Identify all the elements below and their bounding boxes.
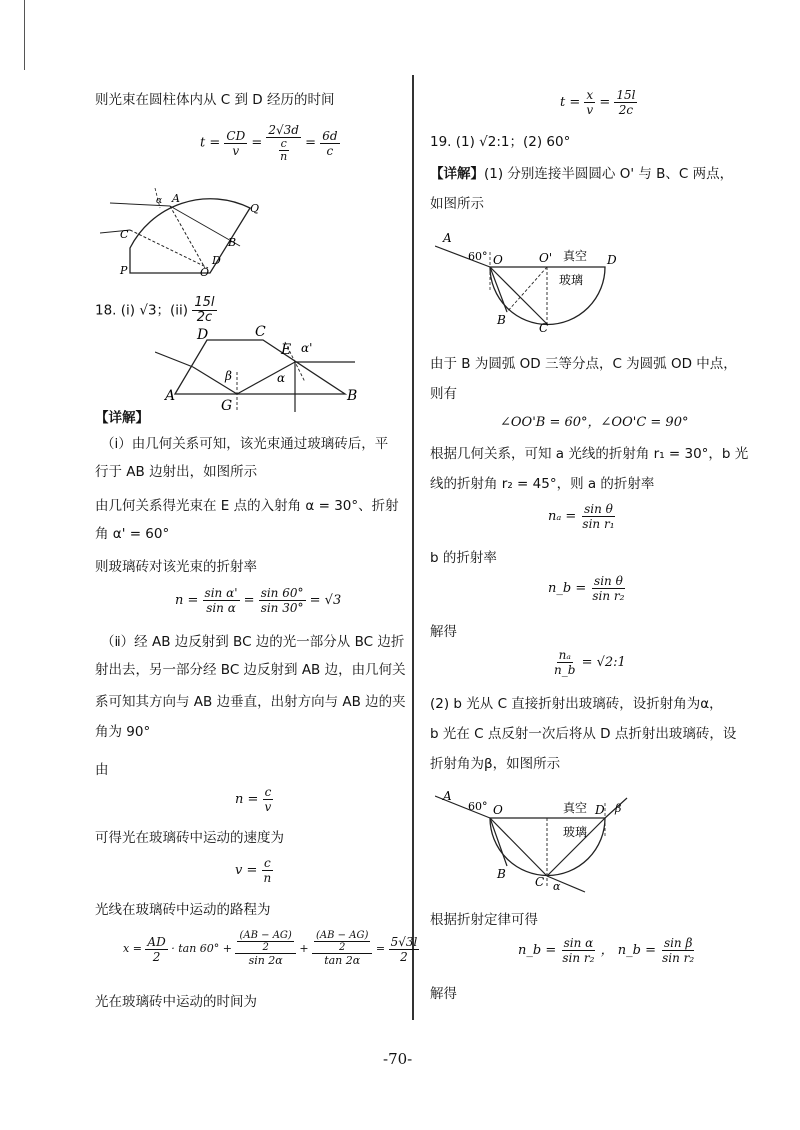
fig1-A: A [172, 192, 180, 205]
para4-1: (2) b 光从 C 直接折射出玻璃砖，设折射角为α， [430, 696, 723, 712]
b-index-line: b 的折射率 [430, 550, 497, 566]
fig4-glass: 玻璃 [563, 825, 588, 839]
column-divider [412, 75, 414, 1020]
para-ii-3: 系可知其方向与 AB 边垂直，出射方向与 AB 边的夹 [95, 694, 406, 710]
fig2-C: C [255, 324, 266, 340]
fig2-B: B [347, 388, 358, 404]
fig3-O: O [493, 253, 503, 267]
para-ii-2: 射出去，另一部分经 BC 边反射到 AB 边，由几何关 [95, 662, 406, 678]
fig3-vacuum: 真空 [563, 249, 588, 263]
para-i-5: 则玻璃砖对该光束的折射率 [95, 559, 257, 575]
you-line: 由 [95, 762, 109, 778]
fig4-vacuum: 真空 [563, 801, 588, 815]
para-i-3: 由几何关系得光束在 E 点的入射角 α = 30°、折射 [95, 498, 399, 514]
solve-1: 解得 [430, 624, 457, 640]
detail-label: 【详解】 [95, 410, 149, 426]
page-edge-line [24, 0, 25, 70]
angles-line: ∠OO'B = 60°，∠OO'C = 90° [500, 415, 689, 430]
equation-nb-pair: n_b = $\frac{\text{sin α}}{\text{sin r₂}}$ ， n_b = $\frac{\text{sin β}}{\text{sin r₂}}$ [518, 936, 695, 965]
fig1-alpha: α [156, 196, 163, 206]
figure-semicircle-2 [435, 788, 635, 893]
fig4-D: D [595, 803, 605, 817]
equation-ratio: $\frac{\text{nₐ}}{n\_b}$ = √2:1 [554, 648, 626, 677]
fig3-D: D [607, 253, 617, 267]
fig3-C: C [539, 321, 549, 332]
intro-line: 则光束在圆柱体内从 C 到 D 经历的时间 [95, 92, 335, 108]
fig2-G: G [221, 398, 233, 412]
fig3-Oprime: O' [539, 251, 553, 265]
fig3-A: A [443, 232, 452, 245]
para2-2: 则有 [430, 386, 457, 402]
fig1-B: B [228, 236, 237, 249]
fig1-C: C [120, 228, 129, 241]
q18-answer: 18. (i) √3；(ii) $\frac{15l}{2c}$ [95, 295, 215, 325]
equation-na: nₐ = $\frac{\text{sin θ}}{\text{sin r₁}}$ [548, 502, 615, 531]
fig2-D: D [197, 327, 209, 343]
right-detail: 【详解】(1) 分别连接半圆圆心 O' 与 B、C 两点， [430, 166, 734, 182]
equation-t-x-v: t = $\frac{x}{v}$ = $\frac{15l}{2c}$ [560, 88, 636, 117]
para-i-2: 行于 AB 边射出，如图所示 [95, 464, 258, 480]
fig3-B: B [497, 313, 506, 327]
path-line: 光线在玻璃砖中运动的路程为 [95, 902, 271, 918]
equation-path-x: x = $\frac{AD}{2}$ · tan 60° + $\frac{\frac{(AB - AG)}{2}}{\sin 2\alpha}$ + $\frac{\frac{(AB - AG)}{2}}{\tan 2\alpha}$ = $\frac{5√3l}{2}$ [123, 930, 418, 967]
equation-index-n: n = $\frac{\text{sin α'}}{\text{sin α}}$ = $\frac{\sin 60^\circ}{\sin 30^\circ}$ = √3 [175, 586, 342, 615]
speed-line: 可得光在玻璃砖中运动的速度为 [95, 830, 284, 846]
para-i-1: （ⅰ）由几何关系可知，该光束通过玻璃砖后，平 [101, 436, 389, 452]
equation-n-c-v: n = $\frac{c}{v}$ [235, 785, 272, 814]
refraction-line: 根据折射定律可得 [430, 912, 538, 928]
solve-2: 解得 [430, 986, 457, 1002]
para3-2: 线的折射角 r₂ = 45°，则 a 的折射率 [430, 476, 655, 492]
para-i-4: 角 α' = 60° [95, 526, 170, 542]
para4-3: 折射角为β，如图所示 [430, 756, 561, 772]
equation-time-cd: t = $\frac{CD}{v}$ = $\frac{2√3d}{\frac{c}{n}}$ = $\frac{6d}{c}$ [200, 123, 338, 163]
fig2-A: A [165, 388, 176, 404]
fig1-Q: Q [250, 202, 260, 215]
para-ii-4: 角为 90° [95, 724, 151, 740]
fig1-P: P [120, 264, 128, 277]
page-number: -70- [383, 1050, 413, 1068]
fig1-D: D [212, 254, 221, 267]
para4-2: b 光在 C 点反射一次后将从 D 点折射出玻璃砖，设 [430, 726, 737, 742]
fig1-O: O [200, 266, 210, 279]
fig4-C: C [535, 875, 545, 889]
q19-answer: 19. (1) √2:1；(2) 60° [430, 134, 571, 150]
para-ii-1: （ⅱ）经 AB 边反射到 BC 边的光一部分从 BC 边折 [101, 634, 405, 650]
figure-trapezoid-prism [155, 322, 375, 412]
time-line: 光在玻璃砖中运动的时间为 [95, 994, 257, 1010]
fig4-beta: β [615, 802, 622, 815]
fig4-O: O [493, 803, 503, 817]
para1-2: 如图所示 [430, 196, 484, 212]
para2-1: 由于 B 为圆弧 OD 三等分点，C 为圆弧 OD 中点， [430, 356, 737, 372]
figure-semicircle-1 [435, 232, 625, 332]
fig3-glass: 玻璃 [559, 273, 584, 287]
fig2-alpha: α [277, 371, 286, 385]
figure-cylinder-refraction [100, 188, 280, 280]
fig4-B: B [497, 867, 506, 881]
para3-1: 根据几何关系，可知 a 光线的折射角 r₁ = 30°，b 光 [430, 446, 749, 462]
fig2-beta: β [225, 369, 232, 383]
fig2-E: E [281, 342, 292, 358]
equation-nb: n_b = $\frac{\text{sin θ}}{\text{sin r₂}}$ [548, 574, 625, 603]
fig3-angle: 60° [468, 250, 488, 263]
fig2-alpha-prime: α' [301, 341, 313, 355]
fig4-angle: 60° [468, 800, 488, 813]
fig4-alpha: α [553, 880, 561, 893]
equation-v-c-n: v = $\frac{c}{n}$ [235, 856, 272, 885]
fig4-A: A [443, 789, 452, 803]
